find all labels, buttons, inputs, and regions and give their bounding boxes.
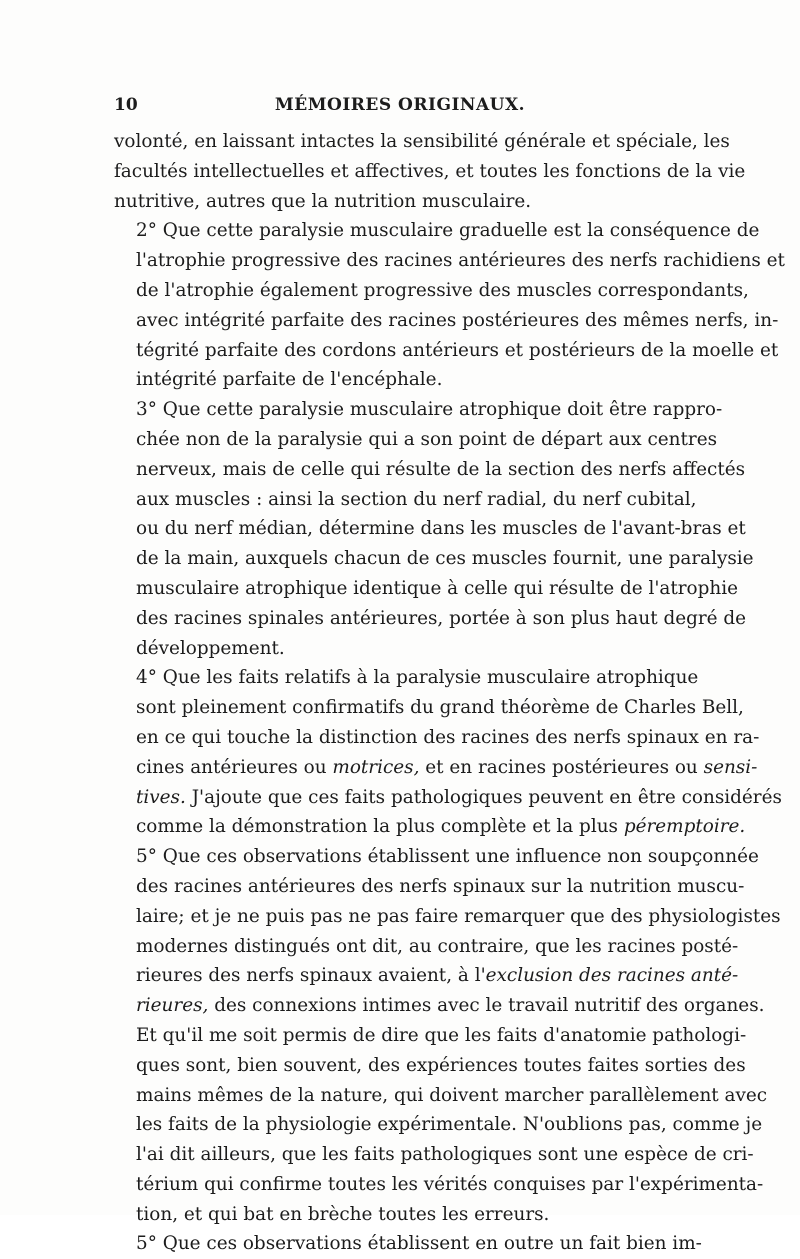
paragraph-3 [114, 395, 754, 663]
text-line: avec intégrité parfaite des racines postérieures des mêmes nerfs, in- [136, 309, 779, 331]
text-segment: cines antérieures ou [136, 756, 333, 778]
italic-term: sensi- [703, 756, 758, 778]
text-line [114, 663, 699, 693]
italic-term: péremptoire. [623, 816, 746, 838]
text-segment: sont pleinement confirmatifs du grand théorème de Charles Bell, [136, 697, 744, 719]
text-line [114, 961, 739, 991]
text-line: nerveux, mais de celle qui résulte de la section des nerfs affectés [136, 458, 746, 480]
text-segment: rieures des nerfs spinaux avaient, à l' [136, 965, 486, 987]
text-segment: 5° Que ces observations établissent une influence non soupçonnée [136, 846, 759, 868]
text-segment: Et qu'il me soit permis de dire que les faits d'anatomie pathologi- [136, 1024, 747, 1046]
text-line [114, 753, 758, 783]
text-line: de la main, auxquels chacun de ces muscles fournit, une paralysie [136, 548, 754, 570]
text-line: développement. [136, 637, 285, 659]
page-number: 10 [114, 95, 138, 115]
text-line: des racines spinales antérieures, portée à son plus haut degré de [136, 607, 747, 629]
text-segment: l'ai dit ailleurs, que les faits pathologiques sont une espèce de cri- [136, 1144, 754, 1166]
text-line [114, 842, 759, 872]
text-segment: mains mêmes de la nature, qui doivent marcher parallèlement avec [136, 1084, 768, 1106]
text-line: volonté, en laissant intactes la sensibilité générale et spéciale, les [114, 131, 730, 152]
text-segment: 4° Que les faits relatifs à la paralysie musculaire atrophique [136, 667, 699, 689]
text-line [114, 1081, 768, 1111]
text-segment: des connexions intimes avec le travail nutritif des organes. [208, 995, 765, 1017]
text-segment: modernes distingués ont dit, au contraire, que les racines posté- [136, 935, 739, 957]
text-line [114, 1140, 754, 1170]
text-segment: des racines antérieures des nerfs spinaux sur la nutrition muscu- [136, 875, 745, 897]
text-segment: laire; et je ne puis pas ne pas faire remarquer que des physiologistes [136, 905, 781, 927]
text-segment: en ce qui touche la distinction des racines des nerfs spinaux en ra- [136, 726, 760, 748]
text-segment: et en racines postérieures ou [419, 756, 704, 778]
text-line [114, 1051, 746, 1081]
text-line [114, 723, 760, 753]
italic-term: motrices, [332, 756, 420, 778]
text-line: l'atrophie progressive des racines antérieures des nerfs rachidiens et [136, 250, 785, 272]
text-line [114, 783, 782, 813]
paragraph-5 [114, 842, 781, 1229]
text-line: musculaire atrophique identique à celle qui résulte de l'atrophie [136, 577, 739, 599]
text-line: 3° Que cette paralysie musculaire atrophique doit être rappro- [136, 399, 723, 421]
text-segment: comme la démonstration la plus complète et la plus [136, 816, 624, 838]
paragraph-6 [114, 1229, 702, 1259]
text-line: chée non de la paralysie qui a son point de départ aux centres [136, 428, 718, 450]
text-line [114, 932, 739, 962]
text-line: 5° Que ces observations établissent en outre un fait bien im- [136, 1233, 702, 1255]
running-head: MÉMOIRES ORIGINAUX. [274, 95, 526, 115]
text-line [114, 902, 781, 932]
text-line: aux muscles : ainsi la section du nerf radial, du nerf cubital, [136, 488, 697, 510]
italic-term: rieures, [136, 995, 209, 1017]
text-segment: J'ajoute que ces faits pathologiques peuvent en être considérés [185, 786, 782, 808]
body-text [114, 127, 785, 1259]
text-segment: tion, et qui bat en brèche toutes les erreurs. [136, 1203, 550, 1225]
paragraph-2 [114, 216, 785, 395]
paragraph-4 [114, 663, 782, 842]
text-line [114, 1021, 747, 1051]
paragraph-1 [114, 127, 746, 216]
text-line: tégrité parfaite des cordons antérieurs et postérieurs de la moelle et [136, 339, 779, 361]
text-line [114, 872, 745, 902]
text-line: facultés intellectuelles et affectives, et toutes les fonctions de la vie [114, 160, 746, 182]
text-line [114, 693, 744, 723]
text-line: 2° Que cette paralysie musculaire graduelle est la conséquence de [136, 220, 760, 242]
text-segment: les faits de la physiologie expérimentale. N'oublions pas, comme je [136, 1114, 763, 1136]
page-header [114, 95, 686, 121]
text-segment: térium qui confirme toutes les vérités conquises par l'expérimenta- [136, 1173, 764, 1195]
text-line [114, 812, 746, 842]
text-line: ou du nerf médian, détermine dans les muscles de l'avant-bras et [136, 518, 746, 540]
text-line: nutritive, autres que la nutrition musculaire. [114, 190, 532, 212]
text-line [114, 1170, 764, 1200]
italic-term: tives. [136, 786, 186, 808]
italic-term: exclusion des racines anté- [485, 965, 739, 987]
text-segment: ques sont, bien souvent, des expériences toutes faites sorties des [136, 1054, 746, 1076]
text-line: intégrité parfaite de l'encéphale. [136, 369, 443, 391]
text-line [114, 1110, 763, 1140]
text-line: de l'atrophie également progressive des muscles correspondants, [136, 279, 749, 301]
text-line [114, 991, 765, 1021]
